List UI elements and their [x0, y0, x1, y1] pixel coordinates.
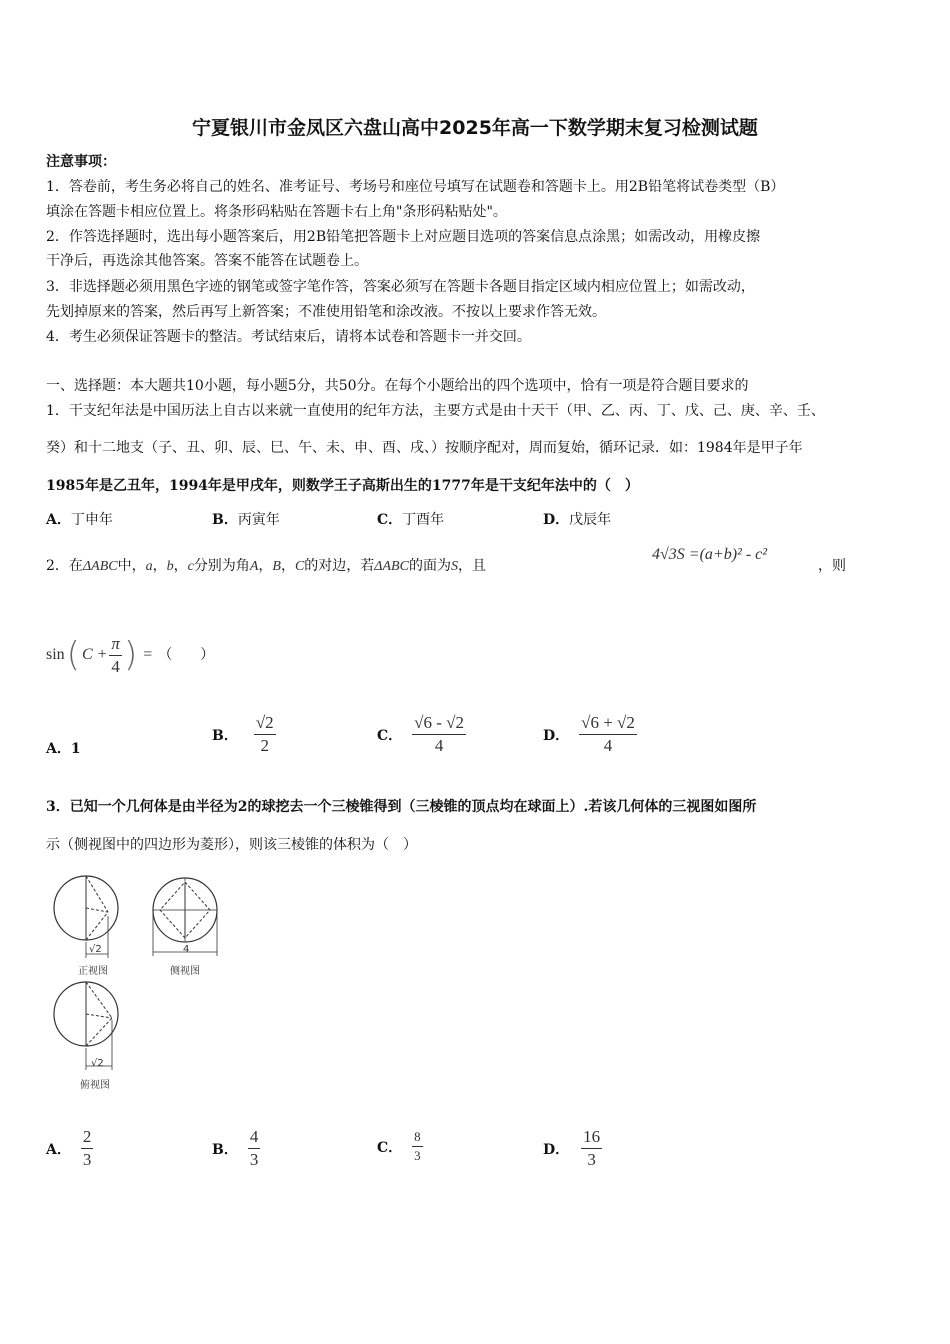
- notice-line: 3．非选择题必须用黑色字迹的钢笔或签字笔作答，答案必须写在答题卡各题目指定区域内相应位置上；如需改动，: [46, 279, 755, 295]
- q2-math-abc2: ΔABC: [374, 559, 409, 574]
- q2-equals: =: [143, 646, 153, 663]
- q2-text: 2．在: [46, 558, 83, 574]
- top-view-dim: √2: [91, 1058, 104, 1069]
- option-label: D．: [543, 1141, 570, 1158]
- notice-line: 先划掉原来的答案，然后再写上新答案；不准使用铅笔和涂改液。不按以上要求作答无效。: [46, 304, 606, 320]
- option-label: C．: [377, 727, 403, 744]
- side-view-label: 侧视图: [170, 966, 200, 977]
- option-fraction: [254, 712, 276, 757]
- q2-comma: ，: [258, 558, 273, 574]
- q2-pi-over-4: [109, 633, 122, 678]
- option-fraction: [412, 712, 466, 757]
- option-label: B．: [212, 1141, 238, 1158]
- frac-den: 3: [587, 1150, 596, 1169]
- notice-line: 2．作答选择题时，选出每小题答案后，用2B铅笔把答题卡上对应题目选项的答案信息点涂黑；如需改动，用橡皮擦: [46, 229, 761, 245]
- q2-math-c: c: [187, 559, 194, 574]
- q2-option-c[interactable]: [377, 712, 466, 757]
- frac-den: 3: [249, 1150, 259, 1169]
- option-label: A．: [46, 512, 71, 528]
- q2-math-a: a: [145, 559, 153, 574]
- option-fraction: [412, 1128, 423, 1165]
- frac-num: 2: [81, 1126, 94, 1149]
- option-label: A．: [46, 741, 71, 757]
- q2-text: 的面为: [408, 558, 451, 574]
- option-text: 丁申年: [70, 512, 113, 528]
- option-fraction: [581, 1126, 602, 1171]
- frac-den: 4: [434, 736, 444, 755]
- section-heading: 一、选择题：本大题共10小题，每小题5分，共50分。在每个小题给出的四个选项中，恰有一项是符合题目要求的: [46, 378, 749, 394]
- option-label: B．: [212, 727, 238, 744]
- q2-math-C: C: [294, 559, 305, 574]
- option-label: B．: [212, 512, 238, 528]
- frac-num: √6 - √2: [412, 712, 466, 735]
- q2-option-d[interactable]: [543, 712, 637, 757]
- option-label: C．: [377, 1139, 403, 1156]
- frac-num: 8: [412, 1128, 423, 1147]
- q2-math-A: A: [249, 559, 259, 574]
- option-fraction: [248, 1126, 261, 1171]
- q2-comma: ，: [280, 558, 295, 574]
- option-label: D．: [543, 512, 570, 528]
- q3-option-a[interactable]: [46, 1126, 93, 1171]
- q2-sin-expression: [46, 630, 214, 680]
- left-paren: (: [66, 635, 80, 675]
- q2-stem: [46, 556, 486, 577]
- frac-num: √6 + √2: [579, 712, 637, 735]
- q1-option-b[interactable]: [212, 510, 280, 530]
- q3-option-c[interactable]: [377, 1128, 423, 1165]
- option-label: C．: [377, 512, 403, 528]
- front-view-dim: √2: [89, 944, 102, 955]
- q1-option-d[interactable]: [543, 510, 611, 530]
- q1-option-c[interactable]: [377, 510, 444, 530]
- notice-line: 1．答卷前，考生务必将自己的姓名、准考证号、考场号和座位号填写在试题卷和答题卡上。用2B铅笔将试卷类型（B）: [46, 179, 785, 195]
- option-text: 戊辰年: [569, 512, 612, 528]
- q2-eq-rhs: =(a+b)² - c²: [688, 546, 768, 563]
- frac-den: 2: [260, 736, 270, 755]
- frac-num: π: [109, 633, 122, 656]
- frac-den: 4: [603, 736, 613, 755]
- q2-sin-inner: C +: [81, 646, 108, 663]
- top-view-label: 俯视图: [80, 1080, 110, 1091]
- q1-option-a[interactable]: [46, 510, 113, 530]
- option-fraction: [579, 712, 637, 757]
- frac-num: 4: [248, 1126, 261, 1149]
- option-label: A．: [46, 1141, 71, 1158]
- q2-text: 中，: [117, 558, 146, 574]
- option-text: 丙寅年: [237, 512, 280, 528]
- q2-eq-lhs: 4√3S: [652, 546, 685, 563]
- q1-line: 1985年是乙丑年，1994年是甲戌年，则数学王子高斯出生的1777年是干支纪年法中的（ ）: [46, 478, 639, 494]
- q1-line: 癸）和十二地支（子、丑、卯、辰、巳、午、未、申、酉、戌、）按顺序配对，周而复始，循环记录．如：1984年是甲子年: [46, 440, 803, 456]
- q2-comma: ，: [152, 558, 167, 574]
- top-view-figure: [48, 978, 132, 1088]
- q2-math-abc: ΔABC: [82, 559, 118, 574]
- option-label: D．: [543, 727, 570, 744]
- q2-sin: sin: [46, 646, 65, 663]
- right-paren: ): [123, 635, 138, 675]
- option-text: 丁酉年: [402, 512, 445, 528]
- q2-option-b[interactable]: [212, 712, 276, 757]
- frac-num: √2: [254, 712, 276, 735]
- q2-text: 分别为角: [193, 558, 250, 574]
- q2-math-S: S: [450, 559, 458, 574]
- q1-line: 1．干支纪年法是中国历法上自古以来就一直使用的纪年方法，主要方式是由十天干（甲、乙、丙、丁、戊、己、庚、辛、壬、: [46, 403, 825, 419]
- q2-text: ，且: [457, 558, 486, 574]
- notice-line: 填涂在答题卡相应位置上。将条形码粘贴在答题卡右上角"条形码粘贴处"。: [46, 204, 507, 220]
- front-view-label: 正视图: [78, 966, 108, 977]
- q3-line: 3．已知一个几何体是由半径为2的球挖去一个三棱锥得到（三棱锥的顶点均在球面上）.若该几何体的三视图如图所: [46, 799, 757, 815]
- q2-blank: （ ）: [158, 647, 215, 663]
- q2-text: 的对边，若: [304, 558, 375, 574]
- side-view-dim: 4: [183, 944, 190, 955]
- notice-heading: 注意事项：: [46, 154, 116, 170]
- q2-math-B: B: [272, 559, 281, 574]
- frac-den: 3: [82, 1150, 92, 1169]
- q2-option-a[interactable]: [46, 738, 81, 758]
- q2-comma: ，: [173, 558, 188, 574]
- q2-equation: [652, 546, 767, 564]
- notice-line: 4．考生必须保证答题卡的整洁。考试结束后，请将本试卷和答题卡一并交回。: [46, 329, 531, 345]
- page-title: 宁夏银川市金凤区六盘山高中2025年高一下数学期末复习检测试题: [192, 117, 758, 139]
- q3-option-d[interactable]: [543, 1126, 602, 1171]
- option-text: 1: [70, 741, 81, 757]
- q3-line: 示（侧视图中的四边形为菱形），则该三棱锥的体积为（ ）: [46, 837, 417, 853]
- q3-option-b[interactable]: [212, 1126, 260, 1171]
- frac-den: 3: [414, 1148, 421, 1163]
- q2-then: ，则: [818, 558, 846, 574]
- option-fraction: [81, 1126, 94, 1171]
- notice-line: 干净后，再选涂其他答案。答案不能答在试题卷上。: [46, 253, 368, 269]
- frac-den: 4: [111, 656, 120, 676]
- frac-num: 16: [581, 1126, 602, 1149]
- q2-math-b: b: [166, 559, 174, 574]
